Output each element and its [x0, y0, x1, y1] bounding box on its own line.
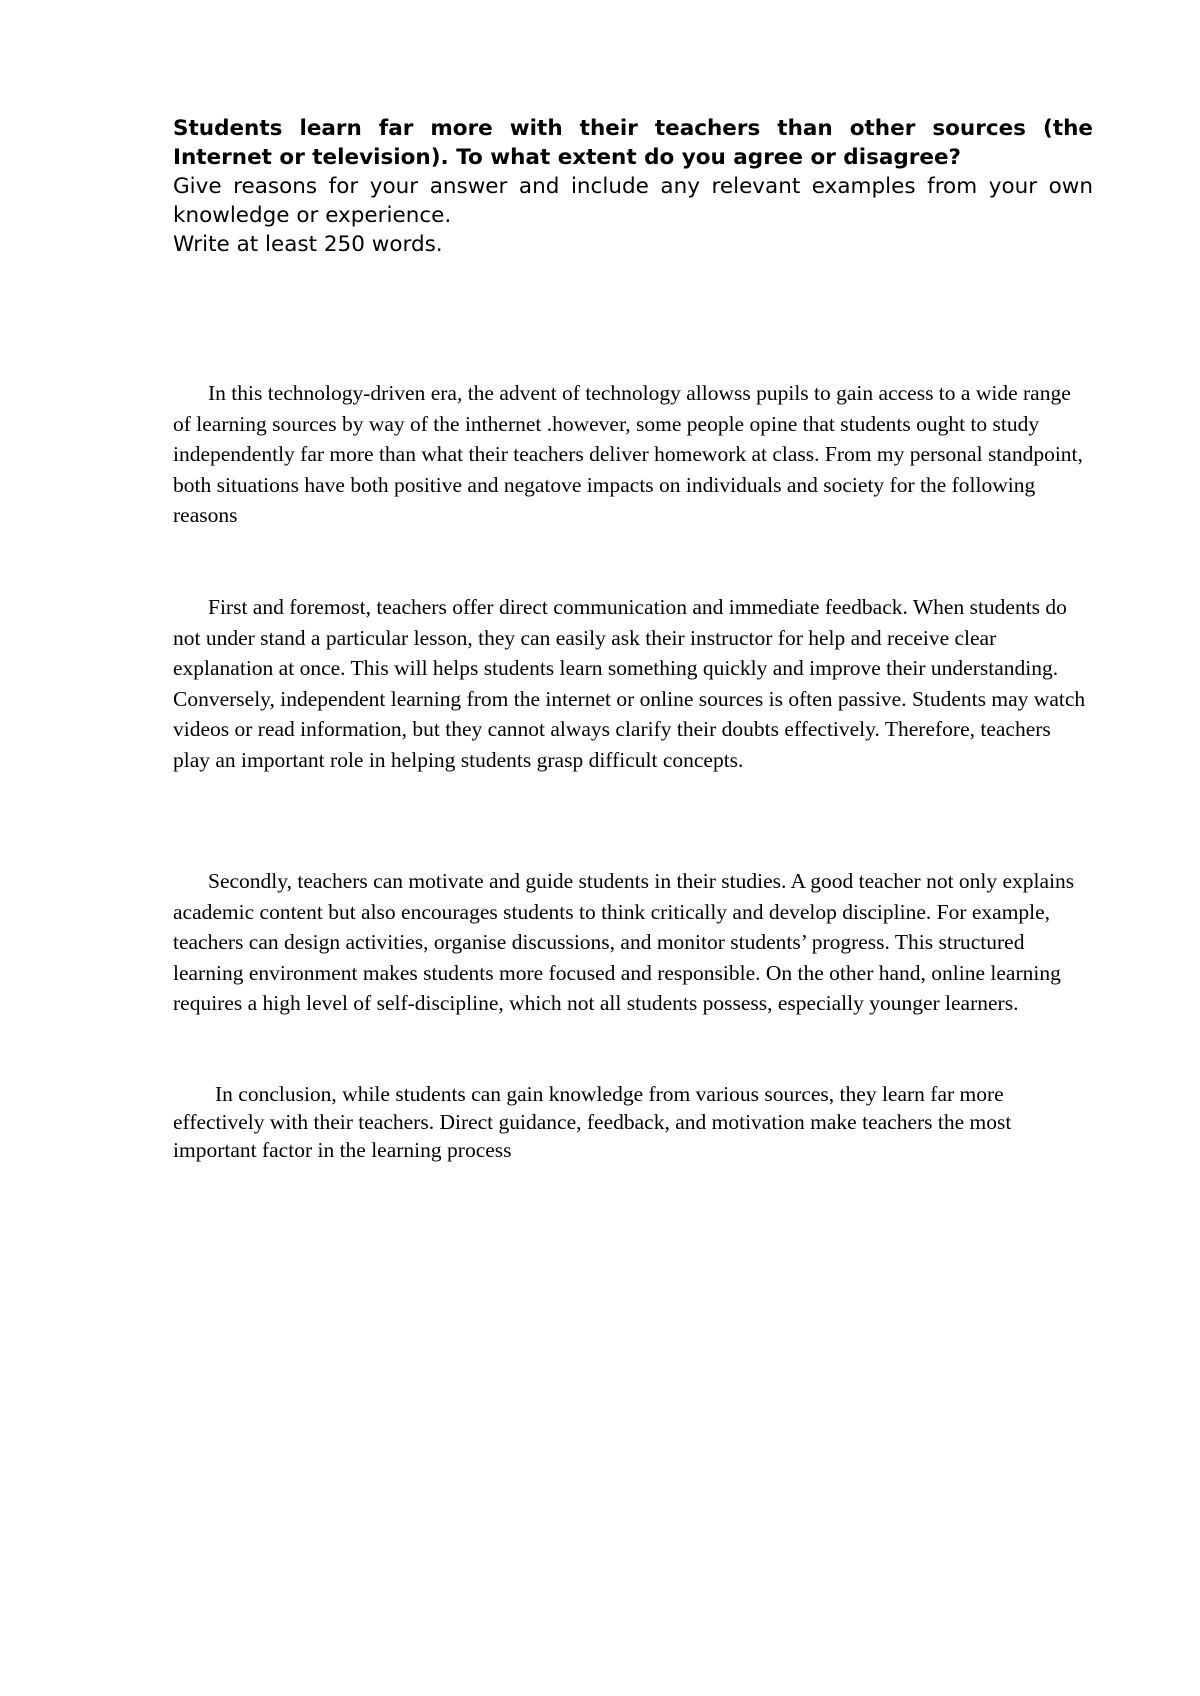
prompt-question: Students learn far more with their teachers than other sources (the Internet or television). To what extent do you agree or disagree? [173, 116, 1093, 170]
essay-paragraph-conclusion [173, 1080, 1093, 1164]
prompt-instruction-length: Write at least 250 words. [173, 232, 443, 257]
paragraph-text: In conclusion, while students can gain knowledge from various sources, they learn far more effectively with their teachers. Direct guidance, feedback, and motivation make teachers the most important factor in the learning process [173, 1082, 1012, 1162]
prompt-instruction-reasons: Give reasons for your answer and include any relevant examples from your own knowledge or experience. [173, 174, 1093, 228]
paragraph-text: Secondly, teachers can motivate and guide students in their studies. A good teacher not only explains academic content but also encourages students to think critically and develop discipline. For example, teachers can design activities, organise discussions, and monitor students’ progress. This structured learning environment makes students more focused and responsible. On the other hand, online learning requires a high level of self-discipline, which not all students possess, especially younger learners. [173, 869, 1075, 1015]
essay-paragraph-body-1 [173, 592, 1093, 775]
paragraph-text: In this technology-driven era, the advent of technology allowss pupils to gain access to a wide range of learning sources by way of the inthernet .however, some people opine that students ought to study independently far more than what their teachers deliver homework at class. From my personal standpoint, both situations have both positive and negatove impacts on individuals and society for the following reasons [173, 381, 1083, 527]
essay-prompt [173, 114, 1093, 259]
essay-paragraph-introduction [173, 378, 1093, 531]
paragraph-text: First and foremost, teachers offer direct communication and immediate feedback. When students do not under stand a particular lesson, they can easily ask their instructor for help and receive clear explanation at once. This will helps students learn something quickly and improve their understanding. Conversely, independent learning from the internet or online sources is often passive. Students may watch videos or read information, but they cannot always clarify their doubts effectively. Therefore, teachers play an important role in helping students grasp difficult concepts. [173, 595, 1086, 772]
essay-paragraph-body-2 [173, 866, 1093, 1019]
